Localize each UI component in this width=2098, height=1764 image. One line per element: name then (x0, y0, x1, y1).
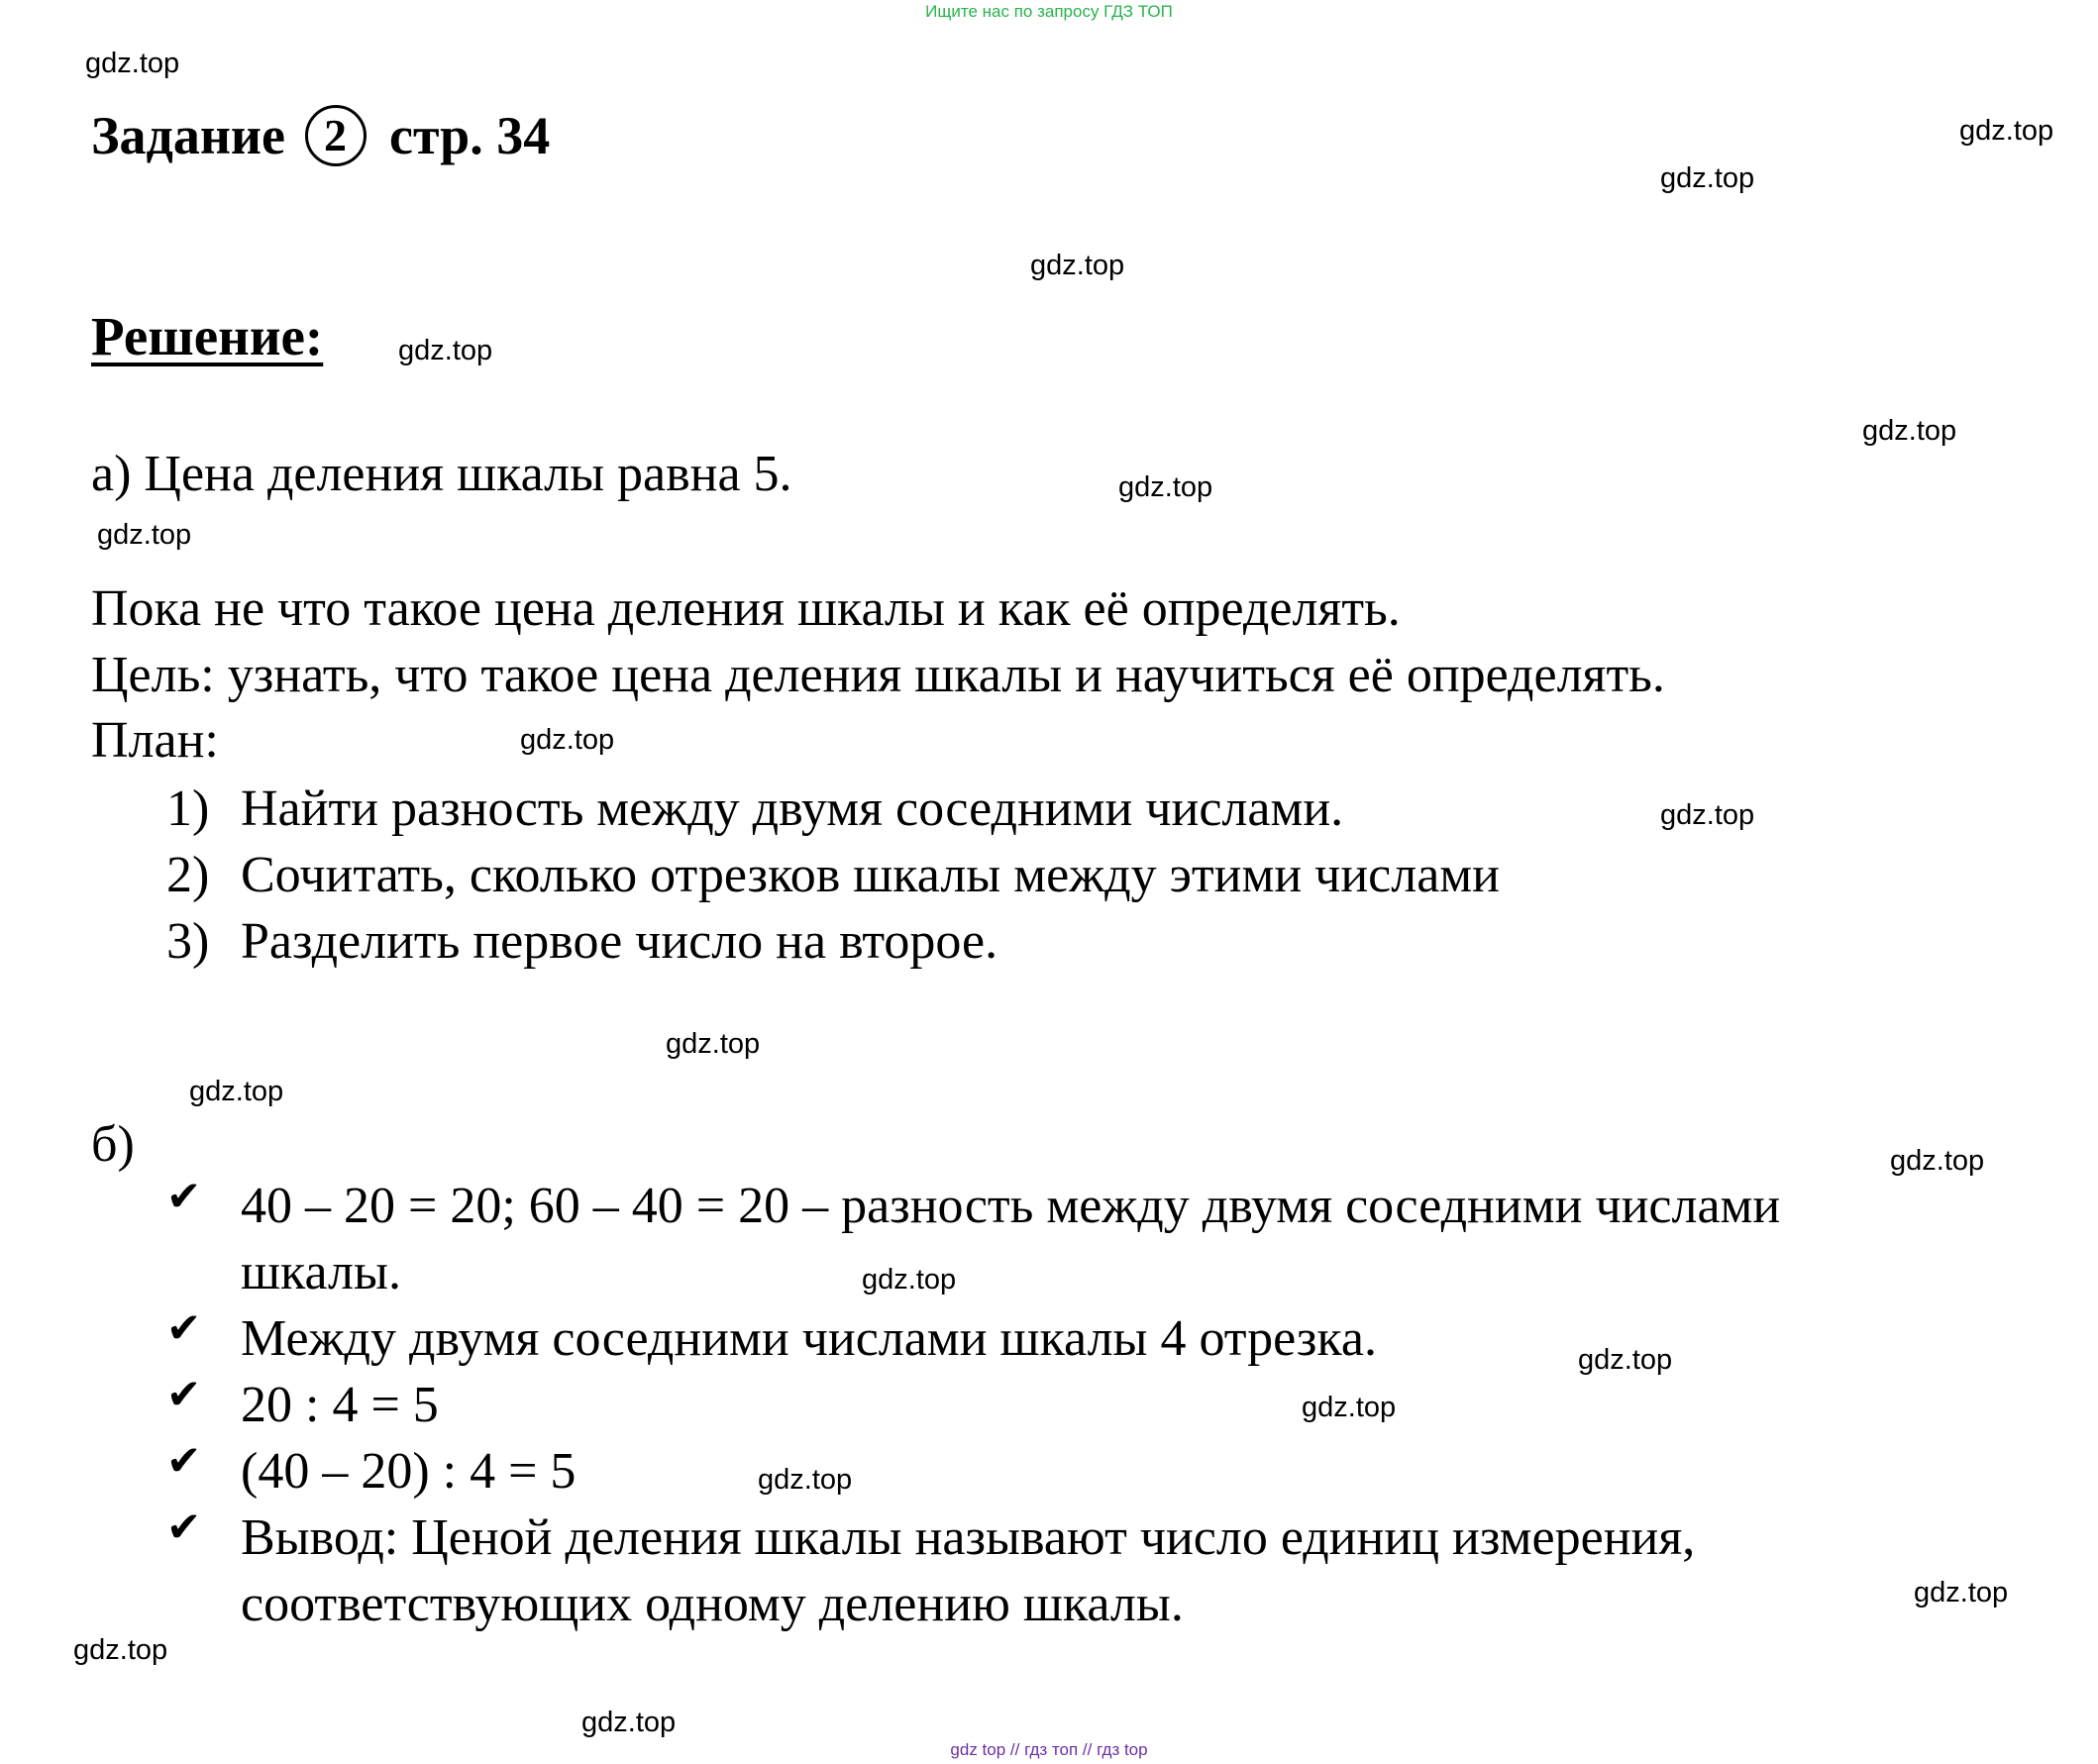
watermark: gdz.top (85, 48, 180, 79)
watermark: gdz.top (1660, 162, 1755, 194)
plan-step-number: 1) (166, 780, 210, 837)
title-suffix: стр. 34 (389, 106, 551, 165)
plan-label: План: (91, 712, 219, 769)
watermark: gdz.top (520, 724, 615, 756)
title-prefix: Задание (91, 106, 286, 165)
page-title (91, 106, 551, 172)
part-b-item: Между двумя соседними числами шкалы 4 отрезка. (241, 1310, 1377, 1367)
part-b-item: (40 – 20) : 4 = 5 (241, 1443, 577, 1500)
watermark: gdz.top (73, 1634, 168, 1666)
watermark: gdz.top (1862, 415, 1957, 447)
part-b-item: Вывод: Ценой деления шкалы называют число единиц измерения, (241, 1509, 1696, 1566)
watermark: gdz.top (581, 1707, 677, 1738)
watermark: gdz.top (758, 1464, 853, 1496)
part-a-answer: а) Цена деления шкалы равна 5. (91, 446, 792, 502)
checkmark-icon: ✔ (166, 1503, 202, 1551)
checkmark-icon: ✔ (166, 1370, 202, 1418)
watermark: gdz.top (1959, 115, 2054, 147)
watermark: gdz.top (862, 1264, 957, 1296)
watermark: gdz.top (1302, 1392, 1397, 1423)
watermark: gdz.top (189, 1076, 284, 1107)
watermark: gdz.top (1030, 250, 1125, 281)
watermark: gdz.top (1890, 1145, 1985, 1177)
watermark: gdz.top (1914, 1577, 2009, 1608)
part-b-item: 40 – 20 = 20; 60 – 40 = 20 – разность между двумя соседними числами (241, 1178, 1781, 1234)
top-banner: Ищите нас по запросу ГДЗ ТОП (925, 2, 1173, 21)
checkmark-icon: ✔ (166, 1436, 202, 1485)
part-b-item-cont: соответствующих одному делению шкалы. (241, 1576, 1184, 1632)
watermark: gdz.top (97, 519, 192, 551)
part-b-item: 20 : 4 = 5 (241, 1377, 439, 1433)
plan-step-text: Сочитать, сколько отрезков шкалы между этими числами (241, 847, 1501, 903)
part-b-label: б) (91, 1116, 135, 1173)
part-b-item-cont: шкалы. (241, 1244, 401, 1300)
checkmark-icon: ✔ (166, 1172, 202, 1220)
watermark: gdz.top (666, 1028, 761, 1060)
plan-step-text: Разделить первое число на второе. (241, 913, 998, 970)
watermark: gdz.top (1660, 799, 1755, 831)
plan-step-number: 2) (166, 847, 210, 903)
watermark: gdz.top (1578, 1344, 1673, 1376)
checkmark-icon: ✔ (166, 1303, 202, 1352)
part-a-goal: Цель: узнать, что такое цена деления шкалы и научиться её определять. (91, 647, 1665, 703)
plan-step-number: 3) (166, 913, 210, 970)
part-a-problem: Пока не что такое цена деления шкалы и как её определять. (91, 580, 1401, 637)
plan-step-text: Найти разность между двумя соседними числами. (241, 780, 1344, 837)
watermark: gdz.top (398, 335, 493, 366)
bottom-banner: gdz top // гдз топ // гдз top (950, 1740, 1148, 1759)
solution-heading: Решение: (91, 306, 324, 366)
task-number-badge: 2 (305, 105, 367, 166)
watermark: gdz.top (1118, 471, 1213, 503)
